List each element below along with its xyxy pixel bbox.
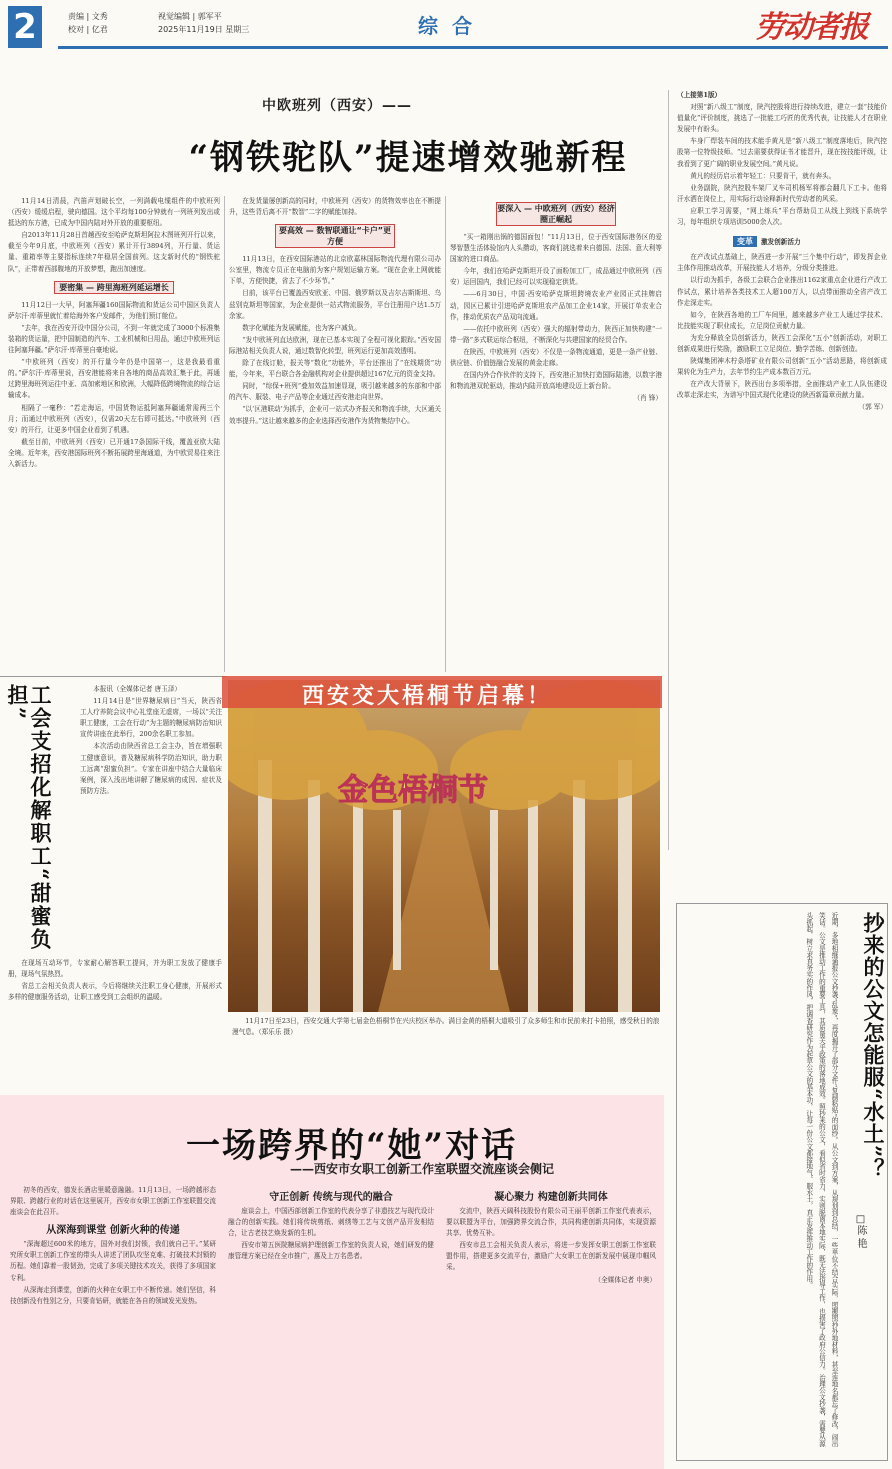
article-paragraph: 目前，该平台已覆盖西安欧亚、中国、俄罗斯以及吉尔吉斯斯坦、乌兹别克斯坦等国家，为企业提供一站式物流服务，平台注册用户达1.5万余家。 (229, 289, 441, 320)
main-subhead: 要高效 — 数智联通让“卡户”更方便 (275, 224, 395, 248)
article-paragraph: 11月14日清晨，汽笛声划破长空，一列满载电缆组件的中欧班列（西安）缓缓启程，驶向德国。这个平均每100分钟就有一列班列发出或抵达的东方港，已成为中国内陆对外开放的重要枢纽。 (8, 197, 220, 228)
section-tag-row (733, 236, 887, 248)
article-paragraph: 以行动为抓手，各级工会联合企业推出1162家重点企业进行产改工作试点，累计培养各类技术工人超100万人，以点带面推动全省产改工作走深走实。 (677, 276, 887, 307)
article-paragraph: “去年，我在西安开设中国分公司，不到一年就完成了3000个标准集装箱的货运量，把中国制造的汽车、工业机械和日用品，通过中欧班列运往阿塞拜疆。”萨尔汗·库蒂里自豪地说。 (8, 323, 220, 355)
article-paragraph: 对照“新八级工”制度，陕汽控股将进行持续改进，建立一套“技能价值量化”评价制度，挑选了一批能工巧匠的优秀代表，让技能人才在职业发展中有盼头。 (677, 103, 887, 134)
side-byline: 本报讯（全媒体记者 唐玉泽） (93, 685, 182, 693)
header-rule (58, 46, 888, 49)
main-subhead: 要密集 — 跨里海班列延运增长 (54, 281, 174, 294)
page-header (0, 0, 892, 62)
photo-banner-text: 西安交大梧桐节启幕！ (302, 683, 553, 709)
side-article-body (80, 684, 222, 954)
main-column-3 (450, 196, 662, 672)
feature-subhead: 守正创新 传统与现代的融合 (269, 1192, 393, 1203)
commentary-title: 抄来的公文怎能服“水土”？ (861, 912, 886, 1181)
feature-column-1 (10, 1185, 216, 1465)
article-paragraph: 为充分释放全员创新活力，陕西工会深化“五小”创新活动，对职工创新成果进行奖励，激励职工立足岗位、勤学苦练、创新创造。 (677, 333, 887, 353)
feature-column-2 (228, 1185, 434, 1465)
article-paragraph: 数字化赋能为发展赋能，也为客户减负。 (242, 323, 361, 332)
editor-line: 责编 | 文秀 (68, 12, 108, 21)
feature-headline: 一场跨界的“她”对话 (186, 1126, 518, 1166)
date-line: 2025年11月19日 星期三 (158, 25, 250, 34)
commentary-body: 近期，多地相继通报公文抄袭“乱象”，再度揭开了部分文件“复制粘贴”的面纱。从公文到方案，从规划到总结，一些单位不结合实际，照搬照抄外地材料，甚至连地名都忘了修改，闹出笑话。公文是推动工作的重要工具，其质量关乎政策的落地成效。照抄来的公文，看似省时省力，实则脱离本地实际，既无法指导工作，也损害了政府公信力。治理公文抄袭，需要从源头抓起，树立求真务实的作风，把调查研究作为起草公文的基本功，让每一份公文都接地气、服水土，真正发挥推动工作的作用。 (804, 912, 838, 1447)
editor-credits (68, 10, 108, 36)
article-byline: （肖 锋） (633, 394, 662, 403)
right-continued-article (677, 90, 887, 850)
main-subhead: 要深入 — 中欧班列（西安）经济圈正崛起 (497, 204, 615, 224)
continuation-note: （上接第1版） (677, 91, 722, 99)
article-paragraph: 在陕西，中欧班列（西安）不仅是一条物流通道，更是一条产业链、供应链、价值链融合发展的黄金走廊。 (450, 347, 662, 368)
main-column-1 (8, 196, 220, 672)
article-paragraph: 初冬的西安，德发长酒店里暖意融融。11月13日，一场跨越形态界限、跨越行业的对话在这里展开，西安市女职工创新工作室联盟交流座谈会在此召开。 (10, 1186, 216, 1217)
main-headline: “钢铁驼队”提速增效驰新程 (188, 138, 628, 178)
main-column-2 (229, 196, 441, 672)
article-paragraph: 在产改试点基础上，陕西进一步开展“三个集中行动”，即发挥企业主体作用推动改革，开展技能人才培养，分级分类推进。 (677, 253, 887, 273)
publication-info (158, 10, 249, 36)
article-paragraph: 在产改大背景下，陕西出台多项举措，全面推动产业工人队伍建设改革走深走实，为谱写中国式现代化建设的陕西新篇章贡献力量。 (677, 380, 887, 400)
article-paragraph: “深海超过600米的地方，国外对我们封锁，我们就自己干。”某研究所女职工创新工作室的带头人讲述了团队攻坚克难、打破技术封锁的历程。她们靠着一股韧劲，完成了多项关键技术攻关，获得了多项国家专利。 (10, 1240, 216, 1282)
side-article-title: 工会支招化解职工“甜蜜负担” (5, 684, 53, 952)
article-paragraph: 自2013年11月28日首趟西安至哈萨克斯坦阿拉木图班列开行以来，截至今年9月底，中欧班列（西安）累计开行3894列，开行量、货运量、重箱率等主要指标连续7年稳居全国前列。这支新时代的“钢铁驼队”，正带着西部腹地的开放梦想，跑出加速度。 (8, 231, 220, 273)
side-article-body-cont (8, 958, 222, 1078)
article-paragraph: 车身厂焊装车间的技术能手黄凡是“新八级工”制度落地后，陕汽控股第一位特级技师。“过去需要获得证书才能晋升，现在按技能评级，让我看到了更广阔的职业发展空间。”黄凡说。 (677, 137, 887, 168)
section-tag-title: 激发创新活力 (761, 238, 801, 247)
article-paragraph: 应职工学习需要，“网上练兵”平台帮助员工从线上到线下系统学习，每年组织专项培训5000余人次。 (677, 206, 887, 227)
article-byline: （郭 军） (858, 403, 887, 412)
article-paragraph: 从深海走到课堂，创新的火种在女职工中不断传递。她们坚信，科技创新没有性别之分，只要肯钻研，就能在各自的领域发光发热。 (10, 1285, 216, 1305)
article-paragraph: ——依托中欧班列（西安）强大的辐射带动力，陕西正加快构建“一带一路”多式联运综合枢纽，不断深化与共建国家的经贸合作。 (450, 324, 662, 344)
article-byline: （全媒体记者 申奥） (594, 1275, 656, 1284)
feature-subtitle: ——西安市女职工创新工作室联盟交流座谈会侧记 (290, 1162, 555, 1176)
photo-caption: 11月17日至23日，西安交通大学第七届金色梧桐节在兴庆校区举办。满目金黄的梧桐大道吸引了众多师生和市民前来打卡拍照，感受秋日的浪漫气息。（郑乐乐 摄） (232, 1017, 660, 1036)
section-rule (0, 676, 226, 677)
photo-banner (222, 676, 662, 708)
article-paragraph: 除了在线订舱，报关等“数化”功能外，平台还推出了“在线期货”功能，今年来，平台联合各金融机构对企业提供超过167亿元的资金支持。 (229, 359, 441, 379)
article-paragraph: 截至目前，中欧班列（西安）已开通17条国际干线，覆盖亚欧大陆全境。近年来，西安港国际班列不断拓展跨里海通道，为中欧贸易往来注入新活力。 (8, 437, 220, 468)
article-paragraph: ——6月30日，中国·西安哈萨克斯坦跨境农业产业园正式挂牌启动，园区已累计引进哈萨克斯坦农产品加工企业14家，开展订单农业合作，推动优质农产品双向流通。 (450, 290, 662, 321)
photo-illustration (228, 680, 660, 1012)
article-paragraph: 同时，“综保+班列”叠加效益加速显现，吸引越来越多的东部和中部的汽车、服装、电子产品等企业通过西安港走向世界。 (229, 382, 441, 402)
article-paragraph: 黄凡的经历启示着年轻工：只要肯干，就有奔头。 (690, 171, 836, 180)
feature-column-3 (446, 1185, 656, 1465)
article-paragraph: 11月14日是“世界糖尿病日”当天，陕西省工人疗养院会议中心礼堂座无虚席，一场以“关注职工健康，工会在行动”为主题的糖尿病防治知识宣传讲座在此举行，200余名职工参加。 (80, 697, 222, 739)
commentary-author: □陈 艳 (855, 1214, 866, 1249)
article-paragraph: “买一箱刚出锅的德国面包！”11月13日，位于西安国际港务区的爱琴智慧生活体验馆内人头攒动，客商们挑选着来自德国、法国、意大利等国家的进口商品。 (450, 233, 662, 264)
article-paragraph: 相隔了一毫秒：“若走海运，中国货物运抵阿塞拜疆通常需两三个月；而通过中欧班列（西安），仅需20天左右即可抵达。”中欧班列（西安）的开行，让更多中国企业看到了机遇。 (8, 403, 220, 434)
article-paragraph: 11月12日一大早，阿塞拜疆160国际物流和货运公司中国区负责人萨尔汗·库蒂里就忙着给海外客户发邮件，为他们预订舱位。 (8, 300, 220, 320)
proof-line: 校对 | 亿君 (68, 25, 108, 34)
article-paragraph: 在国内外合作伙伴的支持下，西安港正加快打造国际陆港，以数字港和物流港双轮驱动，推动内陆开放高地建设迈上新台阶。 (450, 371, 662, 391)
article-paragraph: 11月13日，在西安国际港站的北京欧嘉林国际物流代理有限公司办公室里，物流专员正在电脑前为客户规划运输方案。“现在企业上网就能下单，方便快捷，省去了不少环节。” (229, 255, 441, 286)
column-divider (445, 196, 446, 672)
article-paragraph: “以‘区港联动’为抓手，企业可一站式办齐报关和物流手续，大区通关效率提升。”这让越来越多的企业选择西安港作为货物集结中心。 (229, 405, 441, 425)
campus-photo (228, 680, 660, 1012)
section-tag: 变革 (733, 236, 757, 247)
article-paragraph: “中欧班列（西安）的开行量今年仍是中国第一，这是我最看重的。”萨尔汗·库蒂里说，西安港能将来自各地的商品高效汇集于此，再通过跨里海班列运往中亚、高加索地区和欧洲，大幅降低跨境物流的综合运输成本。 (8, 358, 220, 400)
main-kicker: 中欧班列（西安）—— (262, 98, 412, 114)
page-number: 2 (8, 6, 42, 48)
svg-text:金色梧桐节: 金色梧桐节 (338, 773, 488, 808)
feature-subhead: 从深海到课堂 创新火种的传递 (46, 1225, 180, 1237)
column-divider (224, 196, 225, 672)
feature-subhead: 凝心聚力 构建创新共同体 (494, 1192, 608, 1203)
article-paragraph: 在发货量屡创新高的同时，中欧班列（西安）的货物效率也在不断提升，这些背后离不开“数智”二字的赋能加持。 (229, 197, 441, 217)
article-paragraph: 西安市第五医院糖尿病护理创新工作室的负责人说，她们研发的健康管理方案已经在全市推广，惠及上万名患者。 (228, 1241, 434, 1261)
masthead-logo: 劳动者报 (755, 10, 867, 45)
article-paragraph: 西安市总工会相关负责人表示，将进一步发挥女职工创新工作室联盟作用，搭建更多交流平台，激励广大女职工在创新发展中展现巾帼风采。 (446, 1241, 656, 1272)
article-paragraph: “发中欧班列直达欧洲，现在已基本实现了全程可视化跟踪。”西安国际港站相关负责人说，通过数智化转型，班列运行更加高效透明。 (229, 335, 441, 355)
article-paragraph: 座谈会上，中国西部创新工作室的代表分享了非遗技艺与现代设计融合的创新实践。她们将传统剪纸、刺绣等工艺与文创产品开发相结合，让古老技艺焕发新的生机。 (228, 1207, 434, 1238)
article-paragraph: 交流中，陕西天阔科技股份有限公司王丽平创新工作室代表表示，要以联盟为平台，加强跨界交流合作，共同构建创新共同体，实现资源共享、优势互补。 (446, 1207, 656, 1238)
article-paragraph: 今年，我们在哈萨克斯坦开设了面粉加工厂，成品通过中欧班列（西安）运回国内，我们已经可以实现稳定供货。 (450, 267, 662, 287)
article-paragraph: 省总工会相关负责人表示，今后将继续关注职工身心健康，开展形式多样的健康服务活动，让职工感受到工会组织的温暖。 (8, 982, 222, 1002)
article-paragraph: 业务副院，陕汽控股车架厂叉车司机杨军将都会翻几下工卡。他将汗水洒在岗位上，用实际行动诠释新时代劳动者的风采。 (677, 183, 887, 203)
section-title: 综合 (418, 14, 486, 38)
article-paragraph: 在现场互动环节，专家耐心解答职工提问，并为职工发放了健康手册，现场气氛热烈。 (8, 959, 222, 979)
article-paragraph: 本次活动由陕西省总工会主办，旨在增强职工健康意识，普及糖尿病科学防治知识，助力职工远离“甜蜜负担”。专家在讲座中结合大量临床案例，深入浅出地讲解了糖尿病的成因、症状及预防方法。 (80, 742, 222, 795)
article-paragraph: 陕煤集团神木柠条塔矿业有限公司创新“五小”活动思路，将创新成果转化为生产力，去年节约生产成本数百万元。 (677, 357, 887, 377)
column-divider (668, 90, 669, 850)
visual-editor-line: 视觉编辑 | 郭军平 (158, 12, 222, 21)
article-paragraph: 如今，在陕西各地的工厂车间里，越来越多产业工人通过学技术、比技能实现了职业成长，立足岗位贡献力量。 (677, 310, 887, 330)
